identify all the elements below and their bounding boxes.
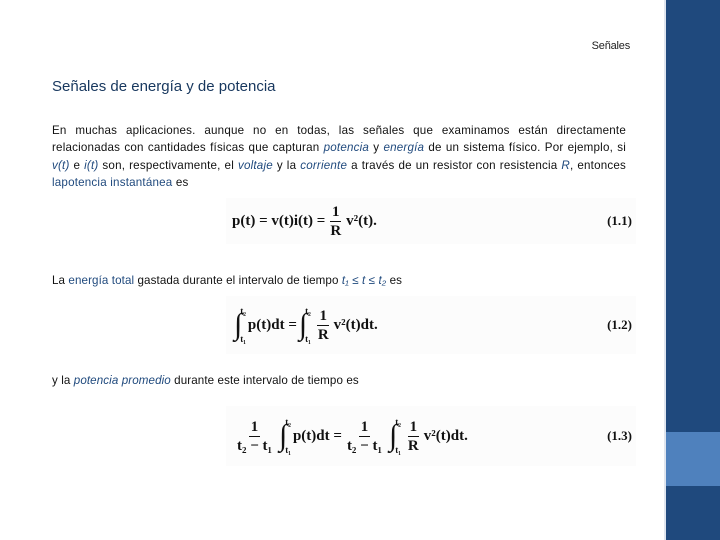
- intro-text: En muchas aplicaciones. aunque no en todas, las señales que examinamos están directamente relacionadas con cantidades físicas que capturan: [52, 124, 626, 155]
- intro-text: de un sistema físico. Por ejemplo, si: [424, 141, 626, 155]
- equation-number: (1.2): [607, 317, 632, 332]
- integral: [299, 306, 311, 344]
- term-voltage-symbol: v(t): [52, 158, 70, 172]
- lower-limit: t₁: [305, 334, 311, 344]
- equation-1-2: [226, 296, 636, 354]
- integral-sign-icon: ∫: [279, 419, 288, 452]
- intro-text: y la: [272, 158, 301, 172]
- eq-rhs: v²(t).: [346, 212, 377, 229]
- fraction-numerator: 1: [409, 418, 418, 435]
- lower-limit: t₁: [240, 334, 246, 344]
- intro-paragraph: [52, 122, 626, 192]
- intro-text: a través de un resistor con resistencia: [347, 158, 562, 172]
- lower-limit: t₁: [395, 445, 401, 455]
- equation-1-3: [226, 406, 636, 466]
- term-energia-total: energía total: [68, 274, 135, 287]
- upper-limit: t₂: [305, 306, 311, 316]
- equation-body: [232, 296, 378, 354]
- term-current-symbol: i(t): [84, 158, 99, 172]
- eq-prefactor: [235, 419, 274, 454]
- fraction-numerator: 1: [331, 203, 340, 220]
- eq-fraction: [328, 204, 343, 239]
- upper-limit: t₂: [240, 306, 246, 316]
- integral-sign-icon: ∫: [234, 308, 243, 341]
- eq-integrand: p(t)dt =: [247, 316, 297, 333]
- eq-fraction: [316, 308, 331, 343]
- energy-text: gastada durante el intervalo de tiempo: [134, 274, 342, 287]
- term-potencia: potencia: [323, 141, 370, 155]
- eq-integrand: p(t)dt =: [292, 427, 342, 444]
- fraction-numerator: 1: [250, 418, 259, 435]
- term-potencia-promedio: potencia promedio: [73, 374, 171, 387]
- upper-limit: t₂: [395, 417, 401, 427]
- intro-text: y: [369, 141, 384, 155]
- integral-sign-icon: ∫: [388, 419, 398, 452]
- intro-text: , entonces: [569, 158, 627, 172]
- integral-limits: [305, 306, 311, 344]
- intro-text: es: [172, 176, 189, 190]
- fraction-denominator: R: [407, 437, 419, 454]
- integral: [279, 417, 291, 455]
- energy-line: [52, 274, 402, 287]
- eq-rhs: v²(t)dt.: [333, 316, 378, 333]
- fraction-denominator: t₂ − t₁: [346, 437, 382, 454]
- fraction-numerator: 1: [360, 418, 369, 435]
- term-potencia-instantanea: lapotencia instantánea: [52, 176, 173, 190]
- section-header: Señales: [591, 40, 630, 52]
- eq-rhs: v²(t)dt.: [423, 427, 468, 444]
- equation-body: [232, 406, 468, 466]
- term-corriente: corriente: [300, 158, 348, 172]
- integral: [389, 417, 401, 455]
- upper-limit: t₂: [285, 417, 291, 427]
- term-energia: energía: [383, 141, 425, 155]
- lower-limit: t₁: [285, 445, 291, 455]
- fraction-denominator: t₂ − t₁: [237, 437, 273, 454]
- integral-limits: [285, 417, 291, 455]
- equation-body: [232, 198, 377, 244]
- eq-lhs: p(t) = v(t)i(t) =: [232, 212, 326, 229]
- integral-limits: [395, 417, 401, 455]
- integral-sign-icon: ∫: [298, 308, 308, 341]
- power-text: y la: [52, 374, 74, 387]
- energy-text: es: [386, 274, 403, 287]
- power-text: durante este intervalo de tiempo es: [170, 374, 359, 387]
- term-resistance: R: [561, 158, 570, 172]
- intro-text: son, respectivamente, el: [98, 158, 238, 172]
- equation-number: (1.3): [607, 428, 632, 443]
- fraction-denominator: R: [330, 222, 342, 239]
- eq-prefactor: [345, 419, 384, 454]
- eq-fraction: [406, 419, 421, 454]
- side-accent-block: [666, 432, 720, 486]
- equation-1-1: [226, 198, 636, 244]
- fraction-denominator: R: [317, 326, 329, 343]
- side-divider: [664, 0, 666, 540]
- integral: [234, 306, 246, 344]
- power-line: [52, 374, 359, 387]
- energy-text: La: [52, 274, 69, 287]
- equation-number: (1.1): [607, 213, 632, 228]
- intro-text: e: [69, 158, 85, 172]
- term-voltaje: voltaje: [237, 158, 273, 172]
- term-interval: t₁ ≤ t ≤ t₂: [341, 274, 387, 287]
- fraction-numerator: 1: [319, 307, 327, 324]
- slide-title: Señales de energía y de potencia: [52, 78, 276, 95]
- integral-limits: [240, 306, 246, 344]
